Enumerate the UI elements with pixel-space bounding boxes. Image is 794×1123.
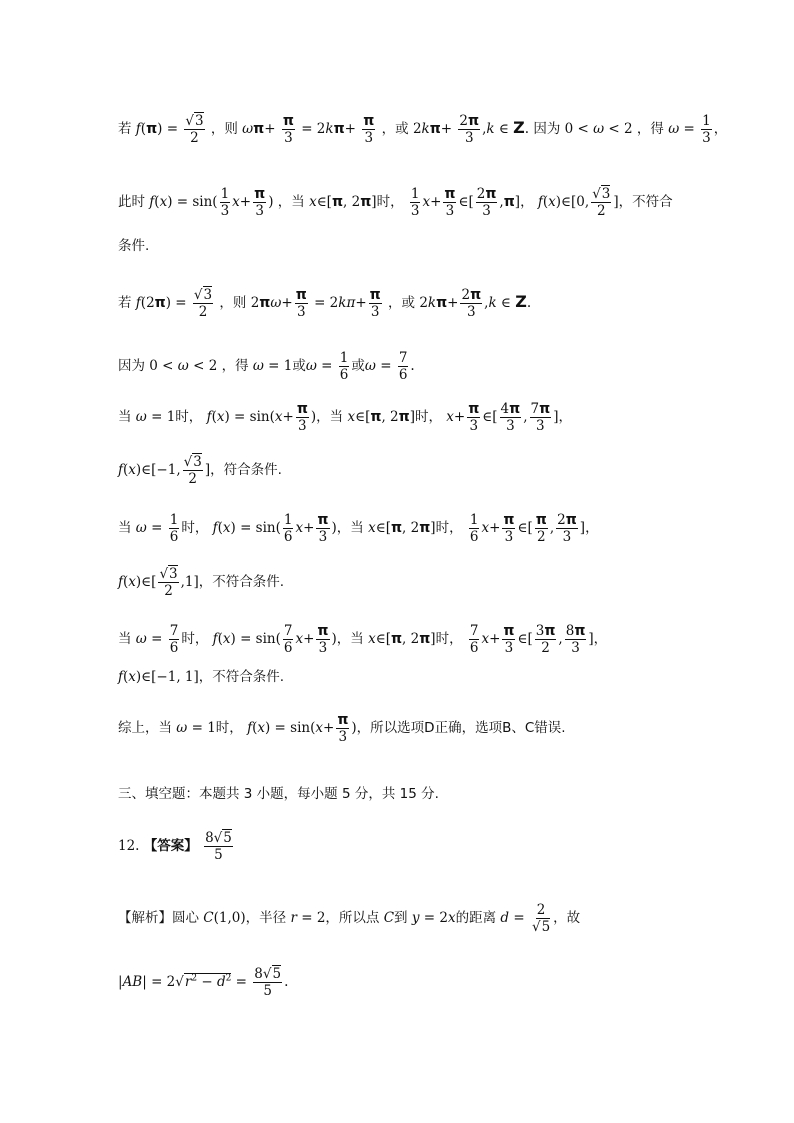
text-dang: 当 (291, 194, 305, 210)
text-bufuhe: ，不符合条件. (198, 574, 285, 590)
section-heading (118, 784, 754, 804)
text-dang-5: 当 (350, 520, 364, 536)
text-fuhe: ，符合条件. (210, 462, 282, 478)
text-huo-3: 或 (292, 358, 306, 374)
text-tiaojian: 条件. (118, 238, 150, 254)
text-ruo-2: 若 (118, 295, 132, 311)
question-number: 12. (118, 838, 140, 854)
text-huo-2: ，或 (388, 295, 416, 311)
solution-line-9: f(x)∈[ $\frac{√3}{2}$ ,1]，不符合条件. (118, 566, 285, 599)
text-shi-8: 时 (215, 720, 230, 736)
solution-line-5: 因为 0 < ω < 2 ，得 ω = 1或ω = $\frac{1}{6}$ 或ω = $\frac{7}{6}$ . (118, 350, 415, 383)
answer-line: 12. 【答案】 $\frac{8√5}{5}$ (118, 830, 232, 863)
text-jiexi: 【解析】圆心 (118, 910, 199, 926)
solution-line-1: 若 f(π) = $\frac{√3}{2}$ ，则 ωπ+ $\frac{\pi}{3}$ = 2kπ+ $\frac{\pi}{3}$ ，或 2kπ+ $\frac{2\pi}{3}$ ,k ∈ Z. 因为 0 < ω < 2 ，得 ω = $\frac{1}{3}$ ， (118, 113, 728, 146)
text-shi-4: 时 (181, 520, 195, 536)
text-zongshang: 综上，当 (118, 720, 172, 736)
text-huo: ，或 (381, 121, 409, 137)
text-banjing: ，半径 (245, 910, 287, 926)
text-gu: ，故 (553, 910, 581, 926)
text-bufuhe-2: ，不符合条件. (198, 669, 285, 685)
text-dang-3: 当 (329, 409, 344, 425)
text-yinwei: 因为 (533, 121, 561, 137)
text-suoyidian: ，所以点 (325, 910, 380, 926)
text-cishi: 此时 (118, 194, 145, 210)
text-section: 三、填空题：本题共 3 小题，每小题 5 分，共 15 分. (118, 786, 439, 802)
solution-line-4: 若 f(2π) = $\frac{√3}{2}$ ，则 2πω+ $\frac{\pi}{3}$ = 2kπ+ $\frac{\pi}{3}$ ，或 2kπ+ $\frac{2\pi}{3}$ ,k ∈ Z. (118, 287, 532, 320)
text-shi: 时 (376, 194, 391, 210)
solution-line-6: 当 ω = 1时， f(x) = sin(x+ $\frac{\pi}{3}$ )，当 x∈[π, 2π]时， x+ $\frac{\pi}{3}$ ∈[ $\frac{4\pi}{3}$ , $\frac{7\pi}{3}$ ]， (118, 401, 572, 434)
text-ze: ，则 (210, 121, 238, 137)
text-dang-6: 当 (118, 631, 132, 647)
solution-line-3 (118, 236, 754, 256)
solution-line-8: 当 ω = $\frac{1}{6}$ 时， f(x) = sin( $\frac{1}{6}$ x+ $\frac{\pi}{3}$ )，当 x∈[π, 2π]时， $\frac{1}{6}$ x+ $\frac{\pi}{3}$ ∈[ $\frac{\pi}{2}$ , $\frac{2\pi}{3}$ ]， (118, 512, 599, 545)
solution-line-7: f(x)∈[−1, $\frac{√3}{2}$ ]，符合条件. (118, 454, 282, 487)
text-ruo: 若 (118, 121, 132, 137)
text-dang-4: 当 (118, 520, 132, 536)
text-comma: ， (713, 121, 728, 137)
text-answer: 【答案】 (143, 838, 198, 854)
text-dao: 到 (394, 910, 408, 926)
text-shi-6: 时 (181, 631, 195, 647)
text-de: ，得 (636, 121, 664, 137)
solution-line-11: f(x)∈[−1, 1]，不符合条件. (118, 669, 285, 685)
text-shi-5: 时 (435, 520, 450, 536)
text-ze-2: ，则 (219, 295, 247, 311)
text-shi-2: 时 (175, 409, 189, 425)
solution-line-10: 当 ω = $\frac{7}{6}$ 时， f(x) = sin( $\frac{7}{6}$ x+ $\frac{\pi}{3}$ )，当 x∈[π, 2π]时， $\frac{7}{6}$ x+ $\frac{\pi}{3}$ ∈[ $\frac{3\pi}{2}$ , $\frac{8\pi}{3}$ ]， (118, 623, 608, 656)
text-yinwei-2: 因为 (118, 358, 145, 374)
solution-line-12: 综上，当 ω = 1时， f(x) = sin(x+ $\frac{\pi}{3}$ )，所以选项D正确，选项B、C错误. (118, 712, 566, 745)
text-dang-2: 当 (118, 409, 132, 425)
analysis-line-1: 【解析】圆心 C(1,0)，半径 r = 2，所以点 C到 y = 2x的距离 d = $\frac{2}{√5}$ ，故 (118, 902, 581, 935)
text-shi-3: 时 (414, 409, 429, 425)
solution-line-2: 此时 f(x) = sin( $\frac{1}{3}$ x+ $\frac{\pi}{3}$ ) ，当 x∈[π, 2π]时， $\frac{1}{3}$ x+ $\frac{\pi}{3}$ ∈[ $\frac{2\pi}{3}$ ,π]， f(x)∈[0, $\frac{√3}{2}$ ]，不符合 (118, 186, 673, 219)
text-comma-2: ， (277, 194, 292, 210)
text-dang-7: 当 (350, 631, 364, 647)
text-buhe: ，不符合 (618, 194, 673, 210)
text-de-2: ，得 (221, 358, 249, 374)
text-huo-4: 或 (351, 358, 365, 374)
text-suoyi: ，所以选项D正确，选项B、C错误. (356, 720, 566, 736)
text-juli: 的距离 (455, 910, 497, 926)
text-shi-7: 时 (435, 631, 450, 647)
analysis-line-2: $|AB| = 2√r^2 - d^2$ = $\frac{8√5}{5}$ . (118, 966, 289, 999)
